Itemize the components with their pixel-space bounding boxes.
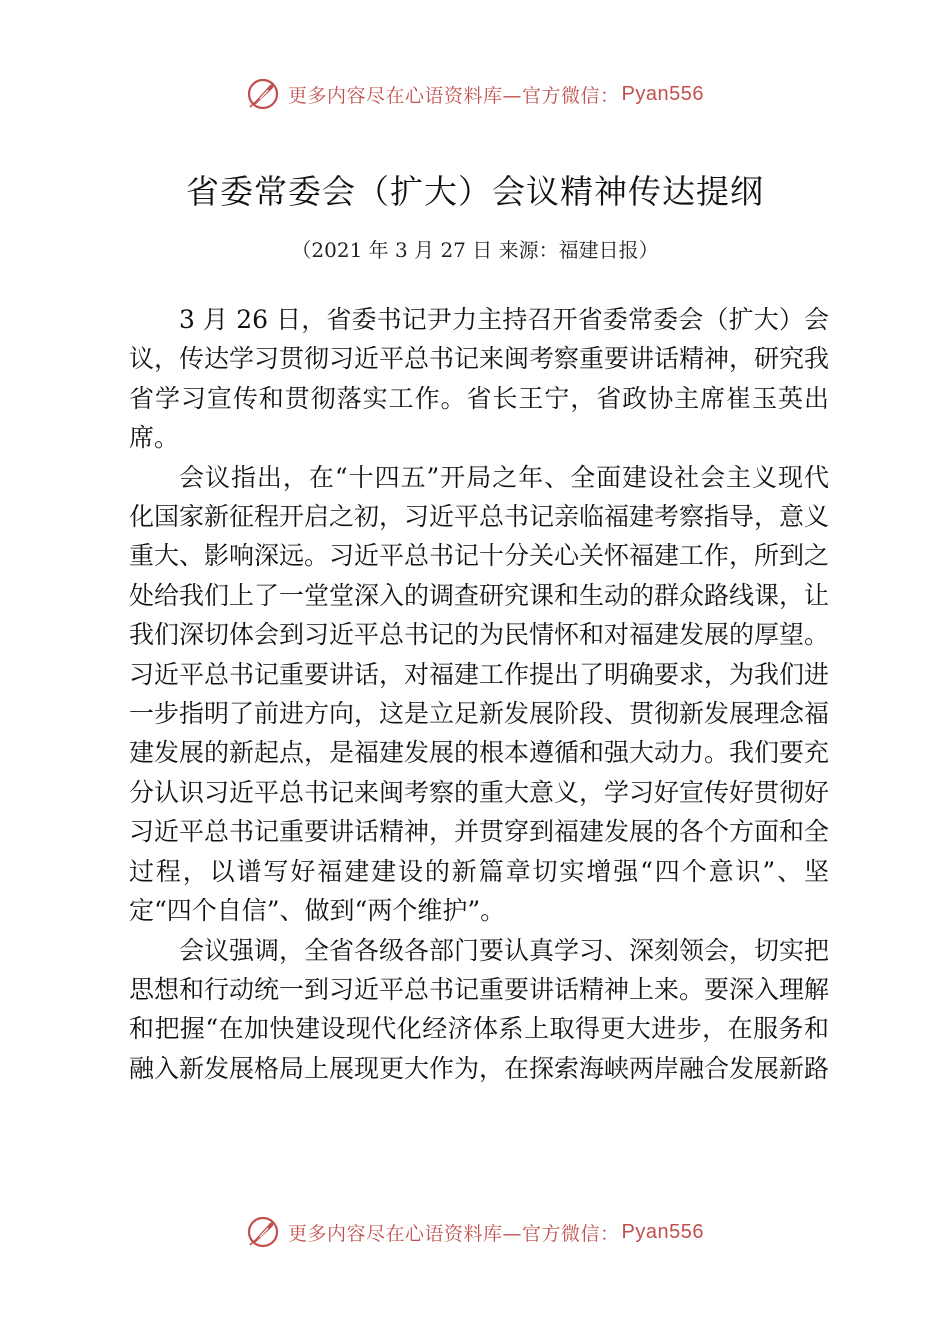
document-body <box>129 300 829 1088</box>
feather-pen-logo-icon <box>246 1215 280 1249</box>
paragraph-2: 会议指出，在“十四五”开局之年、全面建设社会主义现代化国家新征程开启之初，习近平总书记亲临福建考察指导，意义重大、影响深远。习近平总书记十分关心关怀福建工作，所到之处给我们上了一堂堂深入的调查研究课和生动的群众路线课，让我们深切体会到习近平总书记的为民情怀和对福建发展的厚望。习近平总书记重要讲话，对福建工作提出了明确要求，为我们进一步指明了前进方向，这是立足新发展阶段、贯彻新发展理念福建发展的新起点，是福建发展的根本遵循和强大动力。我们要充分认识习近平总书记来闽考察的重大意义，学习好宣传好贯彻好习近平总书记重要讲话精神，并贯穿到福建发展的各个方面和全过程，以谱写好福建建设的新篇章切实增强“四个意识”、坚定“四个自信”、做到“两个维护”。 <box>129 462 830 926</box>
watermark-text: 更多内容尽在心语资料库—官方微信： <box>288 84 620 107</box>
document-subtitle: （2021 年 3 月 27 日 来源：福建日报） <box>291 238 659 262</box>
paragraph-1: 3 月 26 日，省委书记尹力主持召开省委常委会（扩大）会议，传达学习贯彻习近平总书记来闽考察重要讲话精神，研究我省学习宣传和贯彻落实工作。省长王宁，省政协主席崔玉英出席。 <box>129 305 830 453</box>
watermark-wechat-id: Pyan556 <box>621 82 704 105</box>
watermark-wechat-id: Pyan556 <box>621 1220 704 1243</box>
document-title: 省委常委会（扩大）会议精神传达提纲 <box>186 172 764 211</box>
feather-pen-logo-icon <box>246 77 280 111</box>
watermark-text: 更多内容尽在心语资料库—官方微信： <box>288 1222 620 1245</box>
watermark-footer <box>0 1212 950 1252</box>
paragraph-3: 会议强调，全省各级各部门要认真学习、深刻领会，切实把思想和行动统一到习近平总书记重要讲话精神上来。要深入理解和把握“在加快建设现代化经济体系上取得更大进步，在服务和融入新发展格局上展现更大作为，在探索海峡两岸融合发展新路 <box>129 935 830 1083</box>
watermark-header <box>0 74 950 114</box>
